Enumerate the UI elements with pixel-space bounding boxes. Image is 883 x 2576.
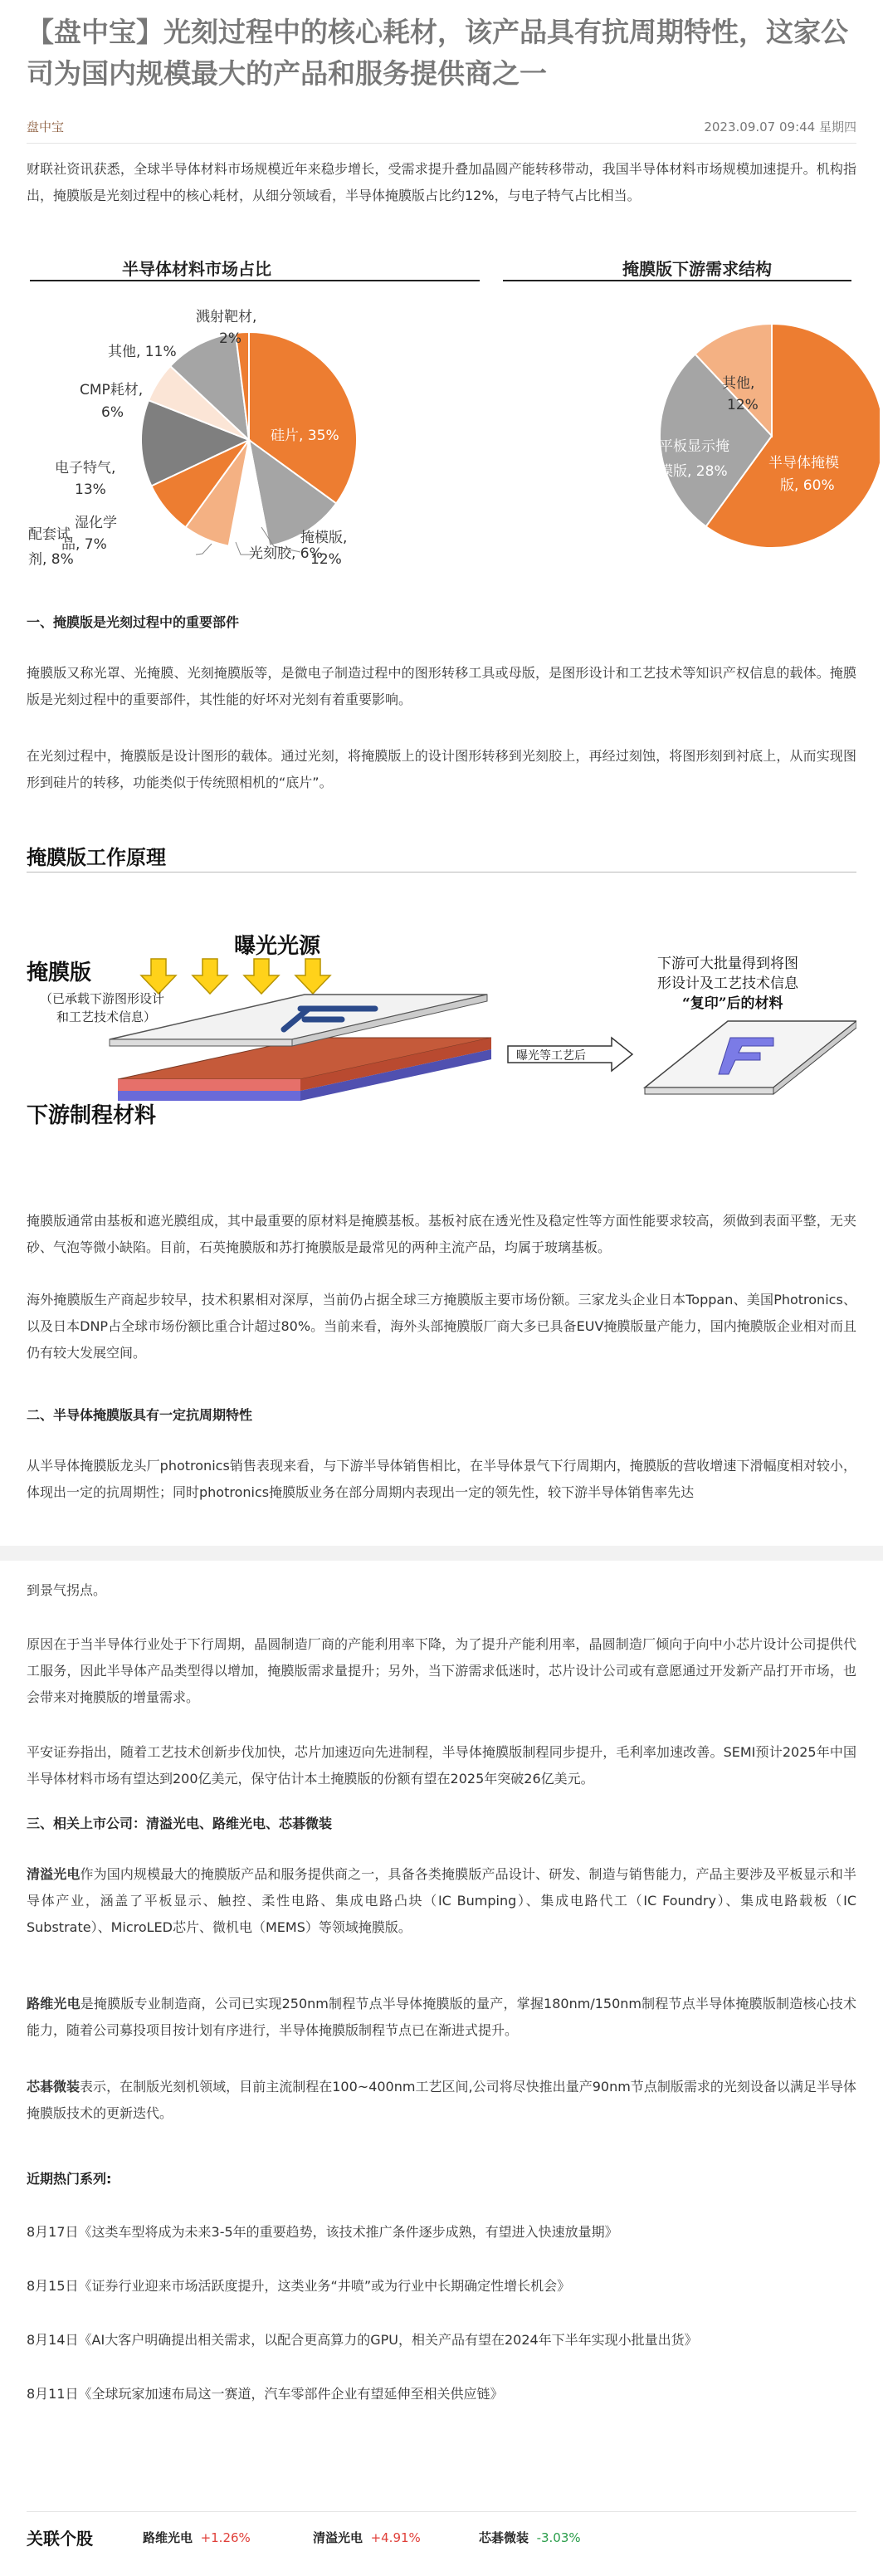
s2-paragraph-1-cont: 到景气拐点。 (27, 1582, 107, 1598)
section3-title: 三、相关上市公司：清溢光电、路维光电、芯碁微装 (27, 1816, 333, 1831)
substrate-front (118, 1079, 300, 1091)
label-fpd-mask-pct: 模版, 28% (659, 463, 728, 480)
exposure-label: 曝光等工艺后 (516, 1049, 586, 1063)
label-other: 其他, 11% (108, 344, 177, 360)
stock-item[interactable] (143, 2529, 251, 2546)
s1-paragraph-1: 掩膜版又称光罩、光掩膜、光刻掩膜版等，是微电子制造过程中的图形转移工具或母版，是图形设计和工艺技术等知识产权信息的载体。掩膜版是光刻过程中的重要部件，其性能的好坏对光刻有着重要影响。 (27, 665, 856, 707)
company-3-desc: 表示，在制版光刻机领域，目前主流制程在100~400nm工艺区间,公司将尽快推出量产90nm节点制版需求的光刻设备以满足半导体掩膜版技术的更新迭代。 (27, 2079, 856, 2121)
hot-series-title: 近期热门系列: (27, 2171, 112, 2187)
company-2 (27, 1991, 856, 2044)
label-semi-mask: 半导体掩模 (768, 455, 839, 472)
label-gas-pct: 13% (75, 481, 106, 498)
company-1 (27, 1861, 856, 1941)
company-1-desc: 作为国内规模最大的掩膜版产品和服务提供商之一，具备各类掩膜版产品设计、研发、制造与销售能力，产品主要涉及平板显示和半导体产业，涵盖了平板显示、触控、柔性电路、集成电路凸块（IC Bumping）、集成电路代工（IC Foundry）、集成电路载板（IC Substrate）、MicroLED芯片、微机电（MEMS）等领域掩膜版。 (27, 1866, 856, 1935)
label-gas: 电子特气, (55, 460, 116, 477)
result-text-1: 下游可大批量得到将图 (657, 956, 798, 972)
related-stocks (27, 2520, 856, 2554)
label-other2: 其他, (722, 375, 755, 392)
s1-paragraph-4: 海外掩膜版生产商起步较早，技术积累相对深厚，当前仍占据全球三方掩膜版主要市场份额。三家龙头企业日本Toppan、美国Photronics、以及日本DNP占全球市场份额比重合计超过80%。当前来看，海外头部掩膜版厂商大多已具备EUV掩膜版量产能力，国内掩膜版企业相对而且仍有较大发展空间。 (27, 1292, 856, 1361)
label-other2-pct: 12% (727, 397, 759, 413)
label-fpd-mask: 平板显示掩 (659, 438, 729, 455)
label-semi-mask-pct: 版, 60% (780, 477, 835, 494)
arrow-down-icon (141, 959, 330, 994)
stock-change: -3.03% (536, 2530, 581, 2545)
company-1-name[interactable]: 清溢光电 (27, 1866, 80, 1882)
label-reagent-pct: 剂, 8% (28, 551, 74, 568)
substrate-base-front (118, 1091, 300, 1101)
label-target-pct: 2% (219, 330, 241, 347)
stock-name: 清溢光电 (313, 2530, 363, 2545)
label-cmp: CMP耗材, (80, 382, 144, 398)
s2-paragraph-3: 平安证券指出，随着工艺技术创新步伐加快，芯片加速迈向先进制程，半导体掩膜版制程同步提升，毛利率加速改善。SEMI预计2025年中国半导体材料市场有望达到200亿美元，保守估计本土掩膜版的份额有望在2025年突破26亿美元。 (27, 1744, 856, 1787)
company-3-name[interactable]: 芯碁微装 (27, 2079, 80, 2095)
result-text-3: “复印”后的材料 (682, 995, 783, 1012)
company-2-name[interactable]: 路维光电 (27, 1996, 80, 2011)
s1-paragraph-2: 在光刻过程中，掩膜版是设计图形的载体。通过光刻，将掩膜版上的设计图形转移到光刻胶上，再经过刻蚀，将图形刻到衬底上，从而实现图形到硅片的转移，功能类似于传统照相机的“底片”。 (27, 748, 856, 790)
chart1-title-underline (30, 280, 480, 281)
s2-paragraph-2: 原因在于当半导体行业处于下行周期，晶圆制造厂商的产能利用率下降，为了提升产能利用率，晶圆制造厂倾向于向中小芯片设计公司提供代工服务，因此半导体产品类型得以增加，掩膜版需求量提升；另外，当下游需求低迷时，芯片设计公司或有意愿通过开发新产品打开市场，也会带来对掩膜版的增量需求。 (27, 1636, 856, 1705)
light-source-label: 曝光光源 (234, 934, 321, 959)
pie-chart-materials (0, 286, 498, 577)
pie-chart-mask-demand (498, 286, 880, 577)
diagram-divider (27, 872, 856, 873)
mask-principle-diagram (27, 913, 856, 1171)
mask-label: 掩膜版 (27, 961, 92, 985)
diagram-heading: 掩膜版工作原理 (27, 846, 166, 869)
hot-item[interactable]: 8月15日《证券行业迎来市场活跃度提升，这类业务“井喷”或为行业中长期确定性增长机会》 (27, 2278, 571, 2294)
stock-item[interactable] (313, 2529, 421, 2546)
stock-name: 芯碁微装 (479, 2530, 529, 2545)
s2-paragraph-1: 从半导体掩膜版龙头厂photronics销售表现来看，与下游半导体销售相比，在半导体景气下行周期内，掩膜版的营收增速下滑幅度相对较小，体现出一定的抗周期性；同时photronics掩膜版业务在部分周期内表现出一定的领先性，较下游半导体销售率先达 (27, 1458, 856, 1500)
related-stocks-title: 关联个股 (27, 2529, 93, 2549)
label-wet-chem: 湿化学 (75, 515, 117, 531)
hot-item[interactable]: 8月17日《这类车型将成为未来3-5年的重要趋势，该技术推广条件逐步成熟，有望进入快速放量期》 (27, 2224, 618, 2240)
label-cmp-pct: 6% (101, 404, 124, 421)
stock-change: +4.91% (370, 2530, 421, 2545)
leader-line (196, 544, 212, 555)
chart2-title-underline (503, 280, 851, 281)
article-datetime: 2023.09.07 09:44 星期四 (704, 120, 856, 134)
intro-paragraph: 财联社资讯获悉，全球半导体材料市场规模近年来稳步增长，受需求提升叠加晶圆产能转移带动，我国半导体材料市场规模加速提升。机构指出，掩膜版是光刻过程中的核心耗材，从细分领域看，半导体掩膜版占比约12%，与电子特气占比相当。 (27, 161, 856, 203)
divider (27, 143, 856, 144)
label-mask: 掩模版, (300, 530, 348, 546)
section1-title: 一、掩膜版是光刻过程中的重要部件 (27, 614, 240, 630)
chart1-title: 半导体材料市场占比 (122, 259, 271, 279)
label-silicon: 硅片, 35% (271, 428, 339, 444)
section2-title: 二、半导体掩膜版具有一定抗周期特性 (27, 1407, 253, 1423)
label-reagent: 配套试 (28, 526, 71, 543)
hot-item[interactable]: 8月11日《全球玩家加速布局这一赛道，汽车零部件企业有望延伸至相关供应链》 (27, 2386, 504, 2402)
hot-item[interactable]: 8月14日《AI大客户明确提出相关需求，以配合更高算力的GPU，相关产品有望在2024年下半年实现小批量出货》 (27, 2332, 698, 2348)
label-wet-chem-pct: 品, 7% (61, 536, 107, 553)
stock-change: +1.26% (200, 2530, 251, 2545)
result-plate-edge (645, 1088, 773, 1094)
article-source[interactable]: 盘中宝 (27, 120, 65, 134)
mask-plate-edge (110, 1039, 292, 1046)
stock-name: 路维光电 (143, 2530, 193, 2545)
chart2-title: 掩膜版下游需求结构 (622, 259, 772, 279)
stock-item[interactable] (479, 2529, 581, 2546)
label-target: 溅射靶材, (196, 309, 257, 325)
mask-note-1: （已承载下游图形设计 (40, 991, 165, 1006)
s1-paragraph-3: 掩膜版通常由基板和遮光膜组成，其中最重要的原材料是掩膜基板。基板衬底在透光性及稳定性等方面性能要求较高，须做到表面平整，无夹砂、气泡等微小缺陷。目前，石英掩膜版和苏打掩膜版是最常见的两种主流产品，均属于玻璃基板。 (27, 1213, 856, 1255)
divider (27, 2511, 856, 2512)
label-photoresist: 光刻胶, 6% (249, 545, 323, 562)
result-text-2: 形设计及工艺技术信息 (657, 975, 798, 992)
mask-note-2: 和工艺技术信息） (56, 1009, 157, 1024)
page-break (0, 1546, 883, 1561)
company-3 (27, 2074, 856, 2127)
article-title: 【盘中宝】光刻过程中的核心耗材，该产品具有抗周期特性，这家公司为国内规模最大的产品和服务提供商之一 (27, 16, 848, 90)
company-2-desc: 是掩膜版专业制造商，公司已实现250nm制程节点半导体掩膜版的量产，掌握180nm/150nm制程节点半导体掩膜版制造核心技术能力，随着公司募投项目按计划有序进行，半导体掩膜版制程节点已在渐进式提升。 (27, 1996, 856, 2038)
charts-area (0, 212, 883, 577)
downstream-material-label: 下游制程材料 (27, 1103, 157, 1128)
label-mask-pct: 12% (310, 551, 342, 568)
